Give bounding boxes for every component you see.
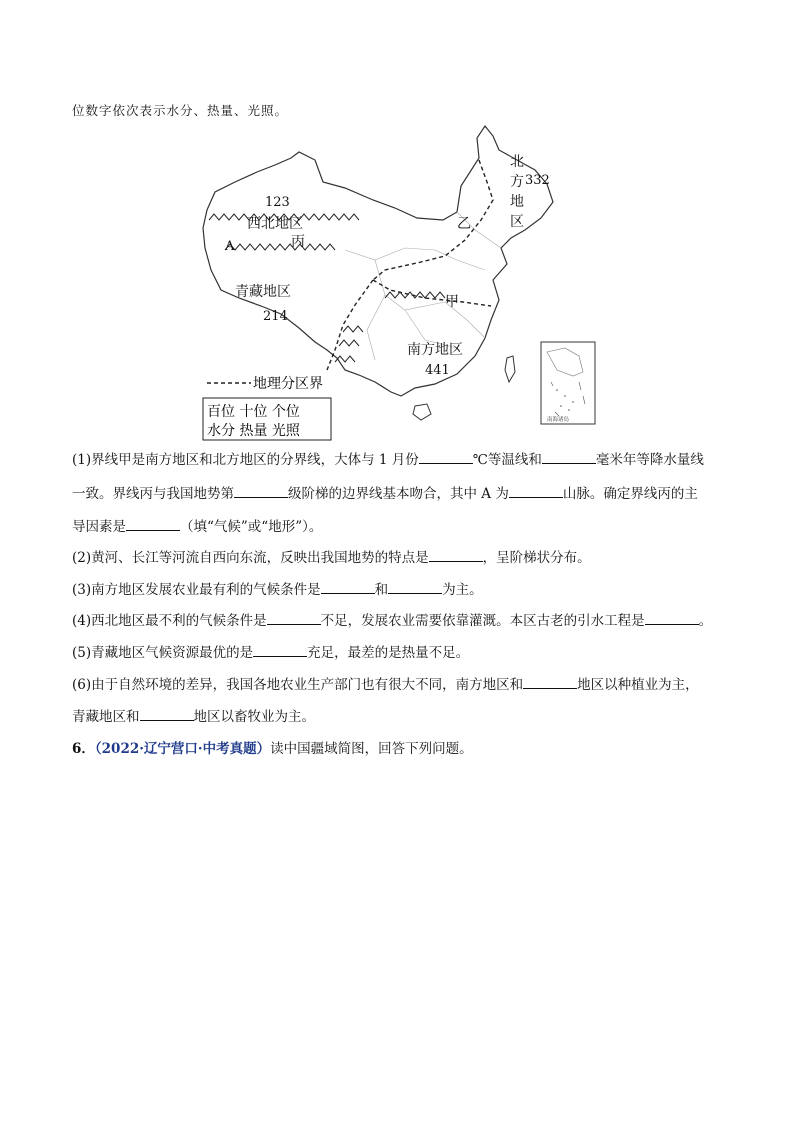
legend-row-2: 水分 热量 光照: [207, 423, 300, 439]
map-legend: [203, 375, 331, 440]
label-bing: 丙: [291, 234, 305, 250]
q2-text-2: ，呈阶梯状分布。: [482, 550, 591, 566]
taiwan-island: [505, 356, 515, 382]
q6-text-3: 青藏地区和: [72, 709, 140, 725]
south-china-sea-inset: [541, 342, 595, 424]
q1-text-8: （填“气候”或“地形”）。: [180, 519, 323, 535]
south-code: 441: [425, 363, 450, 378]
north-char-3: 地: [510, 194, 524, 210]
northwest-code: 123: [265, 195, 290, 210]
q6-line-1: [72, 674, 699, 695]
q1-blank-precipitation[interactable]: [542, 449, 596, 464]
q4-blank-2[interactable]: [645, 610, 699, 625]
south-name: 南方地区: [407, 342, 463, 358]
label-yi: 乙: [457, 216, 471, 232]
q2-line: [72, 547, 591, 568]
north-char-2: 方: [510, 174, 524, 190]
q4-text-1: (4)西北地区最不利的气候条件是: [72, 613, 267, 629]
q4-line: [72, 610, 712, 631]
q3-text-2: 和: [374, 582, 389, 598]
q5-line: [72, 642, 469, 663]
q1-text-4: 一致。界线丙与我国地势第: [72, 486, 234, 502]
q1-blank-mountain[interactable]: [509, 483, 563, 498]
inset-label: 南海诸岛: [547, 417, 570, 423]
q5-blank[interactable]: [253, 642, 307, 657]
q1-blank-factor[interactable]: [126, 516, 180, 531]
hainan-island: [413, 404, 431, 420]
q1-text-2: ℃等温线和: [472, 452, 542, 468]
q2-blank[interactable]: [429, 547, 483, 562]
north-char-1: 北: [510, 154, 524, 170]
question-6-prompt: 读中国疆域简图，回答下列问题。: [270, 741, 473, 757]
q3-line: [72, 579, 483, 600]
question-6-header: [72, 739, 473, 759]
q6-text-1: (6)由于自然环境的差异，我国各地农业生产部门也有很大不同，南方地区和: [72, 677, 524, 693]
q5-text-2: 充足，最差的是热量不足。: [307, 645, 470, 661]
q6-blank-2[interactable]: [140, 706, 194, 721]
legend-boundary-label: 地理分区界: [253, 376, 323, 392]
q5-text-1: (5)青藏地区气候资源最优的是: [72, 645, 254, 661]
north-char-4: 区: [510, 214, 524, 230]
north-code: 332: [525, 173, 550, 188]
q3-text-1: (3)南方地区发展农业最有利的气候条件是: [72, 582, 321, 598]
q6-text-4: 地区以畜牧业为主。: [193, 709, 315, 725]
q1-text-6: 山脉。确定界线丙的主: [562, 486, 698, 502]
q4-blank-1[interactable]: [267, 610, 321, 625]
label-a: A: [225, 239, 235, 254]
q1-line-2: [72, 483, 698, 504]
question-6-number: 6．: [72, 741, 95, 757]
china-outline: [203, 126, 553, 396]
q6-blank-1[interactable]: [523, 674, 577, 689]
china-region-map: [195, 120, 615, 445]
q4-text-2: 不足，发展农业需要依靠灌溉。本区古老的引水工程是: [320, 613, 645, 629]
q3-blank-2[interactable]: [388, 579, 442, 594]
northwest-name: 西北地区: [247, 216, 303, 232]
q6-text-2: 地区以种植业为主，: [577, 677, 699, 693]
q1-blank-temperature[interactable]: [419, 449, 473, 464]
question-6-source: （2022·辽宁营口·中考真题）: [94, 741, 271, 757]
q3-blank-1[interactable]: [321, 579, 375, 594]
q1-text-3: 毫米年等降水量线: [595, 452, 704, 468]
qingzang-code: 214: [263, 309, 288, 324]
q2-text-1: (2)黄河、长江等河流自西向东流，反映出我国地势的特点是: [72, 550, 429, 566]
intro-text: 位数字依次表示水分、热量、光照。: [72, 103, 289, 118]
legend-row-1: 百位 十位 个位: [207, 404, 300, 420]
label-jia: 甲: [445, 294, 459, 310]
q1-line-1: [72, 449, 704, 470]
q1-text-5: 级阶梯的边界线基本吻合，其中 A 为: [288, 486, 509, 502]
q3-text-3: 为主。: [442, 582, 483, 598]
q1-text-1: (1)界线甲是南方地区和北方地区的分界线，大体与 1 月份: [72, 452, 419, 468]
q1-line-3: [72, 516, 322, 537]
qingzang-name: 青藏地区: [235, 284, 291, 300]
q1-blank-step[interactable]: [234, 483, 288, 498]
q1-text-7: 导因素是: [72, 519, 126, 535]
q4-text-3: 。: [698, 613, 713, 629]
q6-line-2: [72, 706, 315, 727]
